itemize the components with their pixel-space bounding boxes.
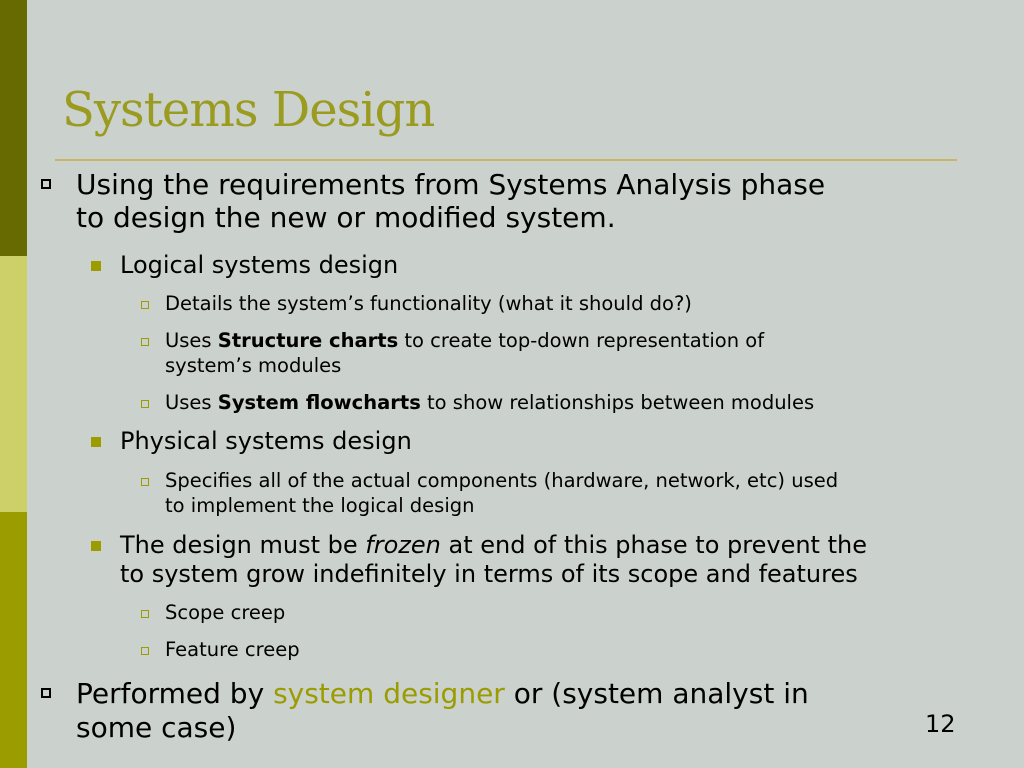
small-hollow-square-bullet-icon xyxy=(141,478,149,486)
title-underline xyxy=(55,159,957,161)
bold-term-structure-charts: Structure charts xyxy=(217,329,399,352)
bullet-2-line-1 xyxy=(76,677,809,710)
bullet-structure-charts-line-1 xyxy=(165,329,764,353)
side-bar-top xyxy=(0,0,27,256)
filled-square-bullet-icon xyxy=(91,261,101,271)
bullet-specifies-components-line-2: to implement the logical design xyxy=(165,494,475,517)
text-segment: to show relationships between modules xyxy=(420,391,815,414)
bullet-specifies-components-line-1: Specifies all of the actual components (hardware, network, etc) used xyxy=(165,469,839,492)
page-number: 12 xyxy=(925,710,956,738)
text-segment: The design must be xyxy=(120,531,366,559)
italic-term-frozen: frozen xyxy=(365,531,441,559)
bullet-1-line-2: to design the new or modified system. xyxy=(76,201,616,234)
small-hollow-square-bullet-icon xyxy=(141,301,149,309)
bullet-scope-creep: Scope creep xyxy=(165,601,286,624)
bullet-physical-design: Physical systems design xyxy=(120,427,412,455)
hollow-square-bullet-icon xyxy=(41,179,51,189)
bullet-frozen-line-2: to system grow indefinitely in terms of its scope and features xyxy=(120,560,858,588)
hollow-square-bullet-icon xyxy=(41,688,51,698)
filled-square-bullet-icon xyxy=(91,437,101,447)
bullet-logical-design: Logical systems design xyxy=(120,251,399,279)
bold-term-system-flowcharts: System flowcharts xyxy=(217,391,421,414)
bullet-1-line-1: Using the requirements from Systems Analysis phase xyxy=(76,168,826,201)
text-segment: Uses xyxy=(165,391,218,414)
text-segment: to create top-down representation of xyxy=(398,329,765,352)
text-segment: Performed by xyxy=(76,677,274,710)
text-segment: Uses xyxy=(165,329,218,352)
small-hollow-square-bullet-icon xyxy=(141,610,149,618)
slide-title: Systems Design xyxy=(62,82,435,138)
highlight-system-designer: system designer xyxy=(273,677,505,710)
small-hollow-square-bullet-icon xyxy=(141,400,149,408)
text-segment: at end of this phase to prevent the xyxy=(440,531,867,559)
bullet-feature-creep: Feature creep xyxy=(165,638,300,661)
bullet-system-flowcharts xyxy=(165,391,814,415)
side-bar-middle xyxy=(0,256,27,512)
text-segment: or (system analyst in xyxy=(504,677,809,710)
bullet-details-functionality: Details the system’s functionality (what it should do?) xyxy=(165,292,692,315)
small-hollow-square-bullet-icon xyxy=(141,647,149,655)
filled-square-bullet-icon xyxy=(91,541,101,551)
bullet-2-line-2: some case) xyxy=(76,711,237,744)
bullet-frozen-line-1 xyxy=(120,531,867,560)
bullet-structure-charts-line-2: system’s modules xyxy=(165,354,342,377)
small-hollow-square-bullet-icon xyxy=(141,338,149,346)
side-bar-bottom xyxy=(0,512,27,768)
